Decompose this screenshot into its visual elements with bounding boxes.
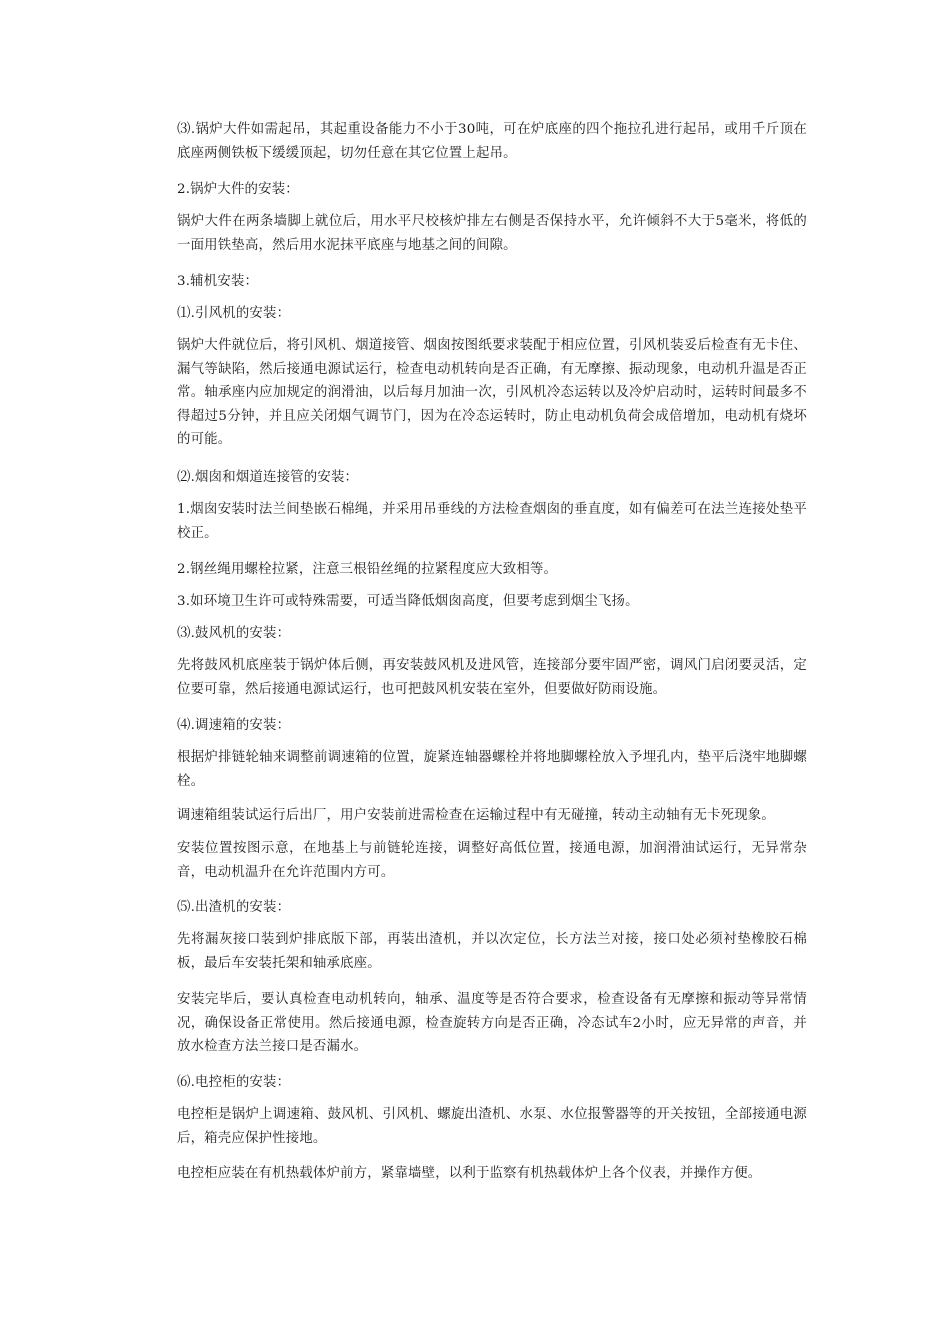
- paragraph-control-cabinet-2: 电控柜应装在有机热载体炉前方，紧靠墙壁，以利于监察有机热载体炉上各个仪表，并操作方便。: [177, 1166, 762, 1181]
- paragraph-chimney-2: 2.钢丝绳用螺栓拉紧，注意三根铅丝绳的拉紧程度应大致相等。: [177, 562, 558, 577]
- heading-slag-remover: ⑸.出渣机的安装：: [177, 900, 291, 915]
- paragraph-induced-fan: 锅炉大件就位后，将引风机、烟道接管、烟囱按图纸要求装配于相应位置，引风机装妥后检查有无卡住、漏气等缺陷，然后接通电源试运行，检查电动机转向是否正确，有无摩擦、振动现象，电动机升温是否正常。轴承座内应加规定的润滑油，以后每月加油一次，引风机冷态运转以及冷炉启动时，运转时间最多不得超过5分钟，并且应关闭烟气调节门，因为在冷态运转时，防止电动机负荷会成倍增加，电动机有烧坏的可能。: [177, 338, 807, 447]
- heading-auxiliary-install: 3.辅机安装：: [177, 274, 259, 289]
- heading-control-cabinet: ⑹.电控柜的安装：: [177, 1075, 291, 1090]
- paragraph-slag-remover-1: 先将漏灰接口装到炉排底版下部，再装出渣机，并以次定位，长方法兰对接，接口处必须衬垫橡胶石棉板，最后车安装托架和轴承底座。: [177, 932, 807, 971]
- paragraph-chimney-1: 1.烟囱安装时法兰间垫嵌石棉绳，并采用吊垂线的方法检查烟囱的垂直度，如有偏差可在法兰连接处垫平校正。: [177, 502, 807, 541]
- paragraph-gearbox-3: 安装位置按图示意，在地基上与前链轮连接，调整好高低位置，接通电源，加润滑油试运行，无异常杂音，电动机温升在允许范围内方可。: [177, 841, 807, 880]
- heading-gearbox: ⑷.调速箱的安装：: [177, 718, 291, 733]
- paragraph-boiler-install: 锅炉大件在两条墙脚上就位后，用水平尺校核炉排左右侧是否保持水平，允许倾斜不大于5毫米，将低的一面用铁垫高，然后用水泥抹平底座与地基之间的间隙。: [177, 214, 807, 253]
- paragraph-gearbox-1: 根据炉排链轮轴来调整前调速箱的位置，旋紧连轴器螺栓并将地脚螺栓放入予埋孔内，垫平后浇牢地脚螺栓。: [177, 750, 807, 789]
- paragraph-slag-remover-2: 安装完毕后，要认真检查电动机转向，轴承、温度等是否符合要求，检查设备有无摩擦和振动等异常情况，确保设备正常使用。然后接通电源，检查旋转方向是否正确，冷态试车2小时，应无异常的声音，并放水检查方法兰接口是否漏水。: [177, 992, 807, 1054]
- paragraph-control-cabinet-1: 电控柜是锅炉上调速箱、鼓风机、引风机、螺旋出渣机、水泵、水位报警器等的开关按钮，全部接通电源后，箱壳应保护性接地。: [177, 1107, 807, 1146]
- heading-boiler-install: 2.锅炉大件的安装：: [177, 182, 299, 197]
- paragraph-lifting-note: ⑶.锅炉大件如需起吊，其起重设备能力不小于30吨，可在炉底座的四个拖拉孔进行起吊，或用千斤顶在底座两侧铁板下缓缓顶起，切勿任意在其它位置上起吊。: [177, 122, 807, 161]
- paragraph-gearbox-2: 调速箱组装试运行后出厂，用户安装前进需检查在运输过程中有无碰撞，转动主动轴有无卡死现象。: [177, 808, 775, 823]
- paragraph-blower: 先将鼓风机底座装于锅炉体后侧，再安装鼓风机及进风管，连接部分要牢固严密，调风门启闭要灵活，定位要可靠，然后接通电源试运行，也可把鼓风机安装在室外，但要做好防雨设施。: [177, 658, 807, 697]
- heading-blower: ⑶.鼓风机的安装：: [177, 626, 291, 641]
- paragraph-chimney-3: 3.如环境卫生许可或特殊需要，可适当降低烟囱高度，但要考虑到烟尘飞扬。: [177, 594, 639, 609]
- heading-induced-fan: ⑴.引风机的安装：: [177, 306, 291, 321]
- heading-chimney: ⑵.烟囱和烟道连接管的安装：: [177, 470, 359, 485]
